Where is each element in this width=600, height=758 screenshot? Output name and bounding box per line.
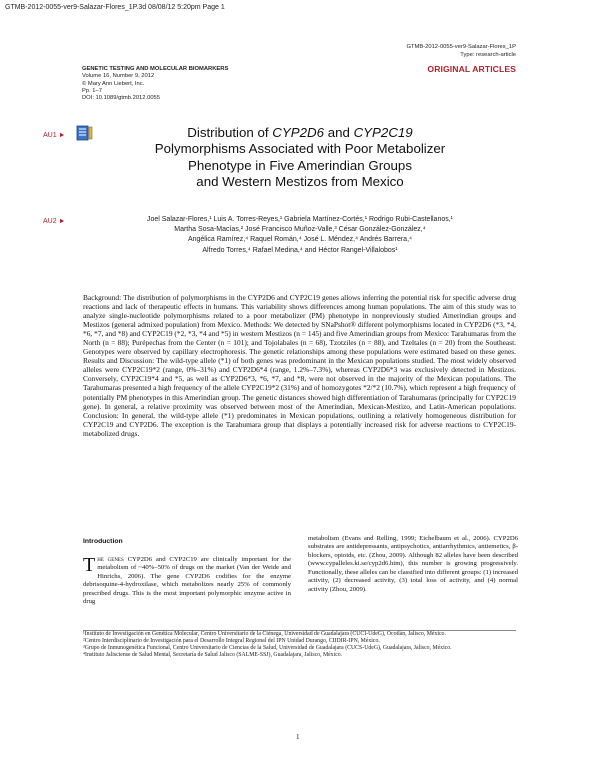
file-header-line: GTMB-2012-0055-ver9-Salazar-Flores_1P.3d 08/08/12 5:20pm Page 1: [5, 4, 225, 11]
title-line-2: Polymorphisms Associated with Poor Metabolizer: [154, 141, 446, 157]
file-meta: [406, 44, 516, 59]
section-heading-introduction: Introduction: [83, 538, 123, 545]
lead-smallcaps: he genes: [97, 556, 124, 563]
au2-label: AU2: [43, 218, 57, 225]
author-list: [100, 215, 500, 256]
footnote-2: ²Centro Interdisciplinario de Investigación para el Desarrollo Integral Regional del IPN Unidad Durango, CIIDIR-IPN, México.: [83, 638, 380, 645]
journal-meta: [82, 66, 228, 102]
body-column-1: [83, 538, 291, 607]
author-line-4: Alfredo Torres,⁴ Rafael Medina,⁴ and Héctor Rangel-Villalobos¹: [202, 246, 398, 254]
article-type: Type: research-article: [460, 51, 516, 58]
au1-label: AU1: [43, 132, 57, 139]
abstract: Background: The distribution of polymorphisms in the CYP2D6 and CYP2C19 genes allows inferring the potential risk for specific adverse drug reactions and lack of therapeutic effects in humans. This variability shows differences among human populations. The aim of this study was to analyze single-nucleotide polymorphisms related to a poor metabolizer (PM) phenotype in nonpreviously studied Amerindian groups and Mestizos (general admixed population) from Mexico. Methods: We detected by SNaPshot® different polymorphisms located in CYP2D6 (*3, *4, *6, *7, and *8) and CYP2C19 (*2, *3, *4 and *5) in western Mestizos (n = 145) and five Amerindian groups from Mexico: Tarahumaras from the North (n = 88); Purépechas from the Center (n = 101); and Tojolabales (n = 68), Tzotziles (n = 88), and Tzeltales (n = 20) from the Southeast. Genotypes were observed by capillary electrophoresis. The genetic relationships among these populations were estimated based on these genes. Results and Discussion: The wild-type allele (*1) of both genes was predominant in the Mexican populations studied. The most widely observed alleles were CYP2C19*2 (range, 0%–31%) and CYP2D6*4 (range, 1.2%–7.3%), whereas CYP2D6*3 was exclusively detected in Mestizos. Conversely, CYP2C19*4 and *5, as well as CYP2D6*3, *6, *7, and *8, were not observed in the majority of the Mexican populations. The Tarahumaras presented a high frequency of the allele CYP2C19*2 (31%) and of homozygotes *2/*2 (10.7%), which represent a high frequency of potentially PM phenotypes in this Amerindian group. The genetic distances showed high differentiation of Tarahumaras (principally for CYP2C19 gene). In general, a relative proximity was observed between most of the Amerindian, Mexican-Mestizo, and Latin-American populations. Conclusion: In general, the wild-type allele (*1) predominates in Mexican populations, outlining a relatively homogeneous distribution for CYP2C19 and CYP2D6. The exception is the Tarahumara group that displays a potentially increased risk for adverse reactions to CYP2C19-metabolized drugs.: [83, 293, 516, 438]
section-tag: ORIGINAL ARTICLES: [427, 64, 516, 74]
affiliations-footnotes: [83, 631, 516, 659]
au1-arrow-icon: ►: [58, 132, 66, 139]
journal-pages: Pp. 1–7: [82, 87, 102, 94]
title-line-3: Phenotype in Five Amerindian Groups: [188, 157, 412, 173]
author-line-1: Joel Salazar-Flores,¹ Luis A. Torres-Reyes,¹ Gabriela Martínez-Cortés,¹ Rodrigo Rubi-Castellanos,¹: [146, 216, 454, 223]
file-id: GTMB-2012-0055-ver9-Salazar-Flores_1P: [406, 44, 516, 50]
page-number: 1: [296, 733, 300, 741]
body-paragraph-1: [83, 556, 291, 607]
journal-doi: DOI: 10.1089/gtmb.2012.0055: [82, 95, 160, 102]
journal-name: GENETIC TESTING AND MOLECULAR BIOMARKERS: [82, 66, 229, 72]
body-text-col1: CYP2D6 and CYP2C19 are clinically important for the metabolism of ~40%–50% of drugs on the market (Van der Weide and Hinrichs, 2006). The gene CYP2D6 codifies for the enzyme debrisoquine-4-hydroxilase, which metabolizes nearly 25% of commonly prescribed drugs. This is the most important polymorphic enzyme active in drug: [83, 556, 291, 606]
query-marker-au1[interactable]: [43, 132, 66, 139]
article-title: [80, 125, 520, 191]
drop-cap: T: [83, 554, 96, 576]
body-column-2: metabolism (Evans and Relling, 1999; Eichelbaum et al., 2006). CYP2D6 substrates are antidepressants, antipsychotics, antiarrhythmics, antiemetics, β-blockers, opioids, etc. (Zhou, 2009). Although 82 alleles have been described (www.cypalleles.ki.se/cyp2d6.htm), this number is growing progressively. Functionally, these alleles can be classified into different groups: (1) increased activity, (2) decreased activity, (3) total loss of activity, and (4) normal activity (Zhou, 2009).: [308, 535, 518, 593]
query-marker-au2[interactable]: [43, 218, 66, 225]
footnote-4: ⁴Instituto Jalisciense de Salud Mental, Secretaría de Salud Jalisco (SALME-SSJ), Guadalajara, Jalisco, México.: [83, 652, 343, 659]
footnote-3: ³Grupo de Inmunogenética Funcional, Centro Universitario de Ciencias de la Salud, Universidad de Guadalajara (CUCS-UdeG), Guadalajara, Jalisco, México.: [83, 645, 452, 652]
footnote-1: ¹Instituto de Investigación en Genética Molecular, Centro Universitario de la Ciénega, Universidad de Guadalajara (CUCI-UdeG), Ocotlán, Jalisco, México.: [83, 631, 446, 637]
journal-copyright: © Mary Ann Liebert, Inc.: [82, 80, 145, 87]
title-line-4: and Western Mestizos from Mexico: [196, 174, 404, 190]
author-line-3: Angélica Ramírez,⁴ Raquel Román,⁴ José L. Méndez,⁴ Andrés Barrera,⁴: [187, 236, 413, 244]
author-line-2: Martha Sosa-Macías,² José Francisco Muñoz-Valle,³ César González-González,⁴: [174, 226, 426, 234]
au2-arrow-icon: ►: [58, 218, 66, 225]
title-line-1: Distribution of CYP2D6 and CYP2C19: [187, 125, 413, 140]
journal-volume: Volume 16, Number 9, 2012: [82, 73, 155, 80]
